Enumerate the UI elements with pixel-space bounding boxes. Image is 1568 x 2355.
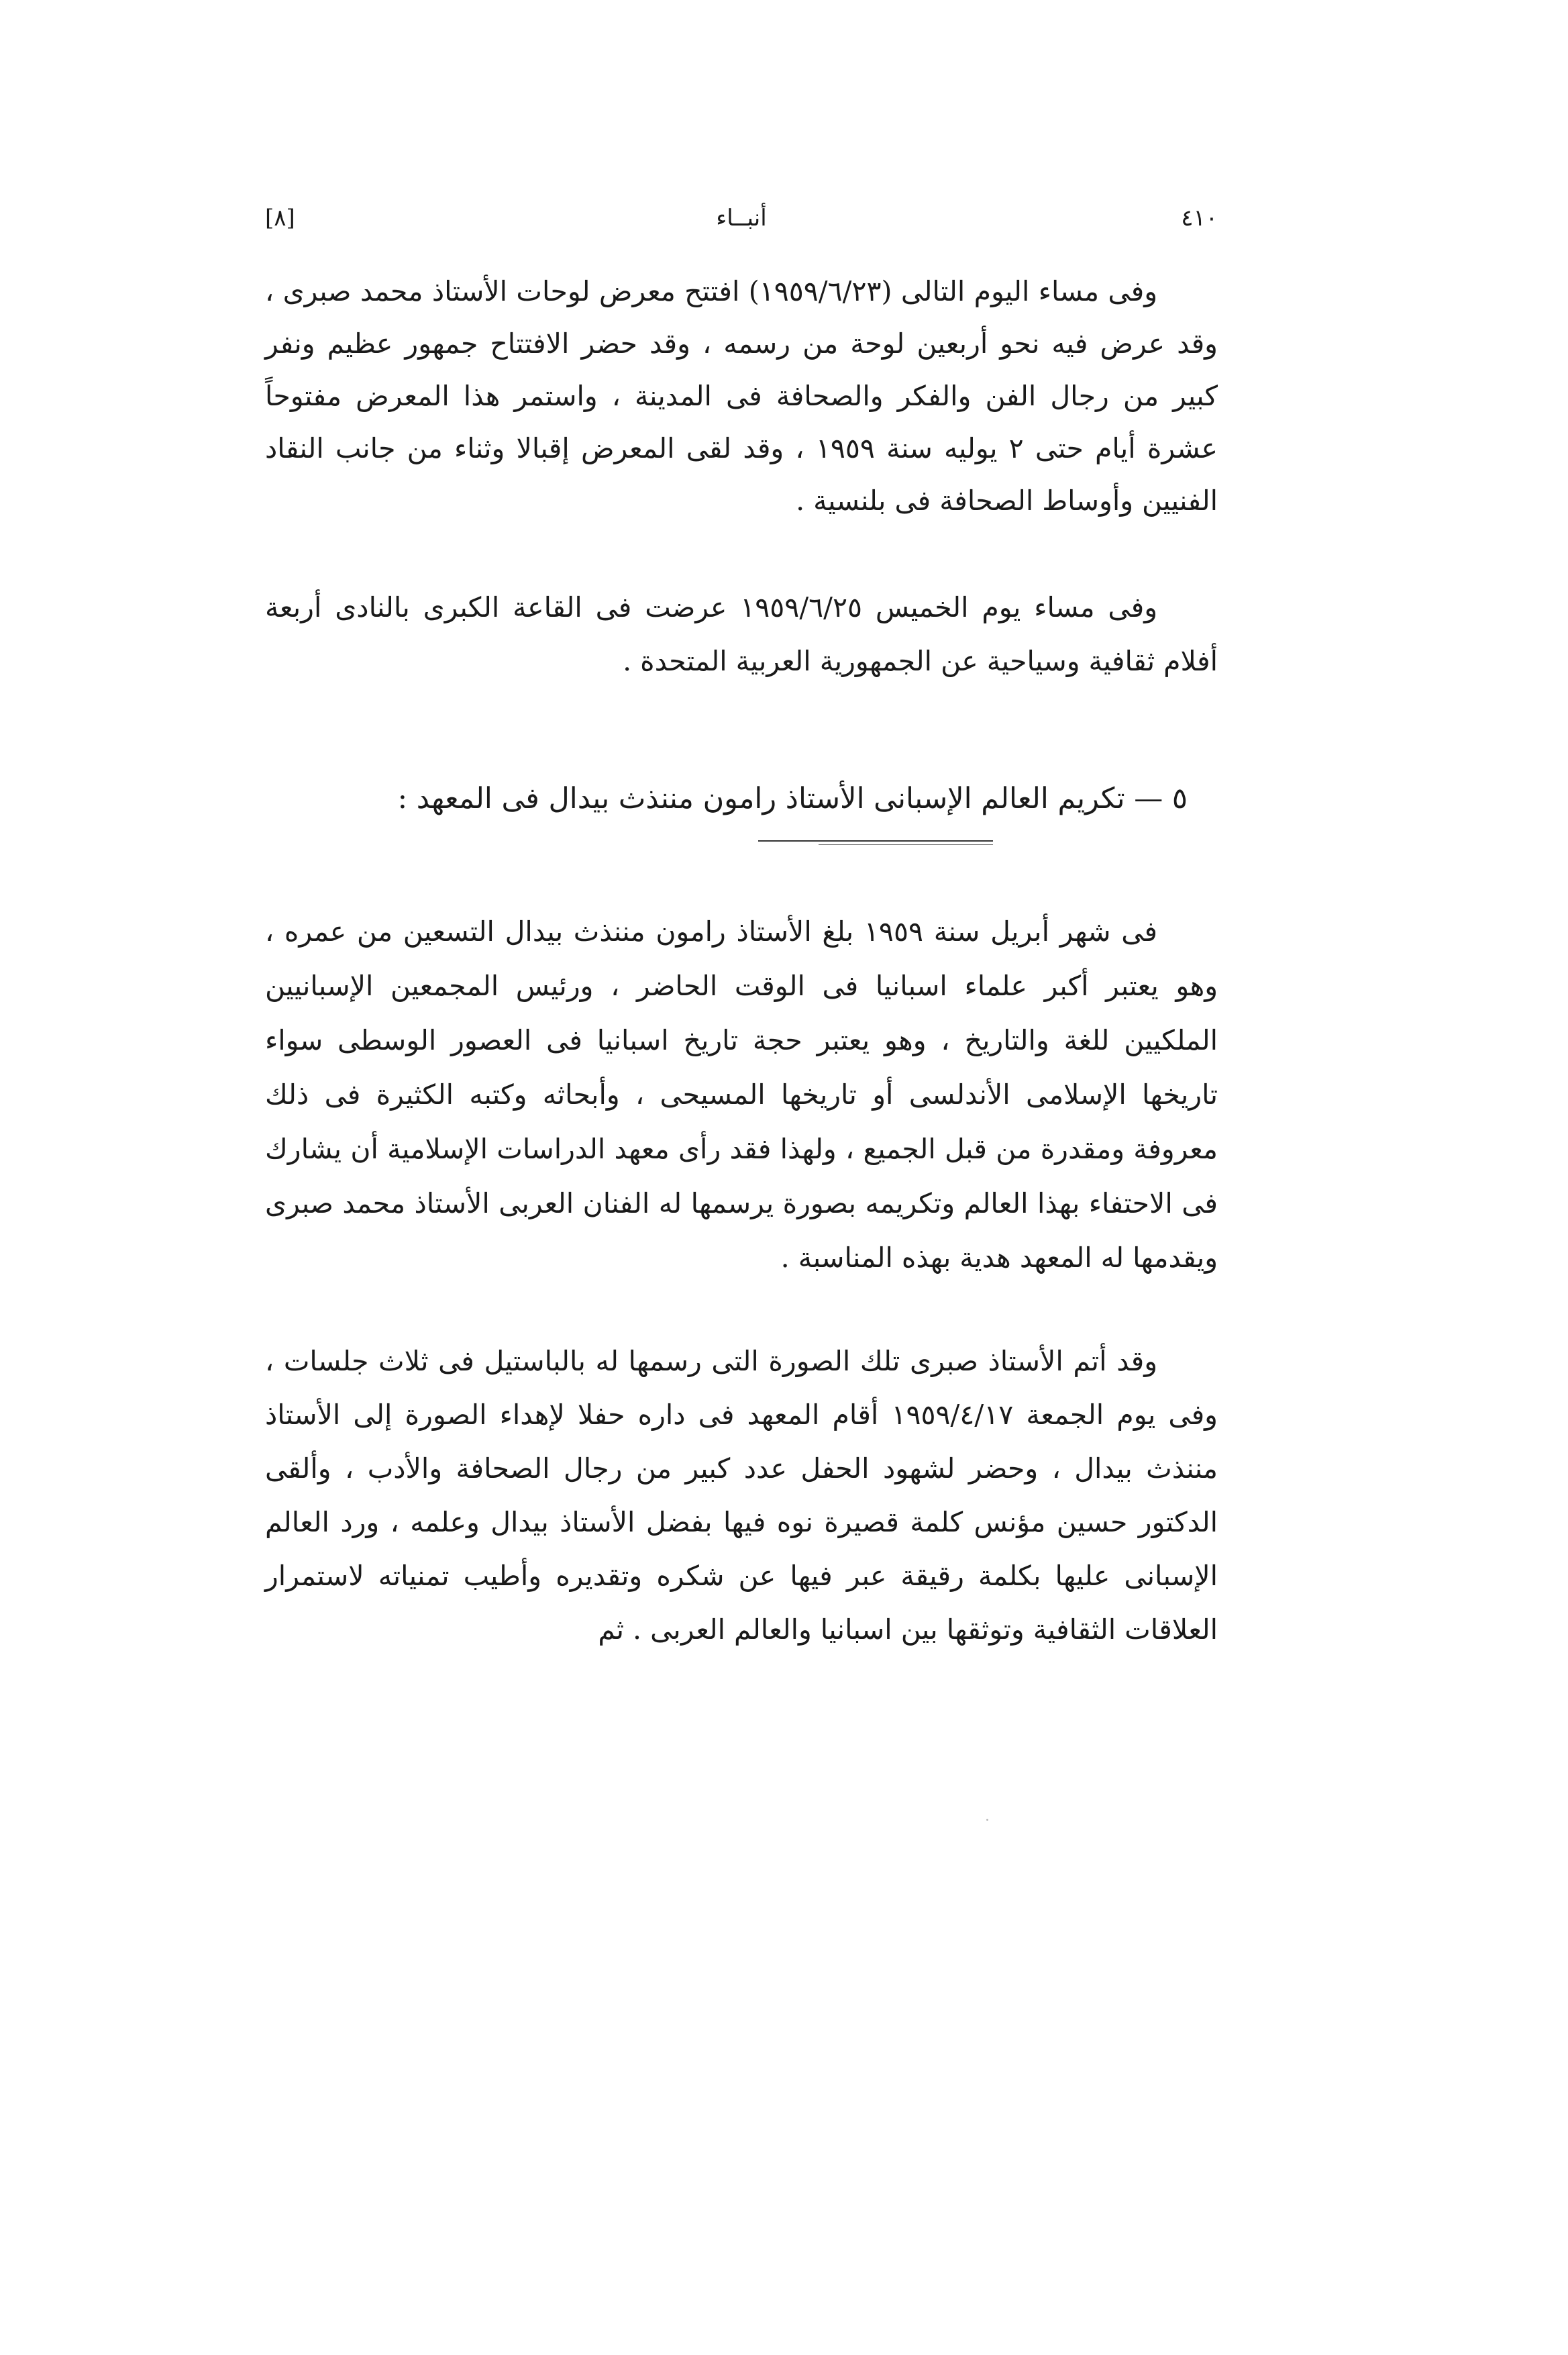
paragraph-text: وفى مساء اليوم التالى (١٩٥٩/٦/٢٣) افتتح معرض لوحات الأستاذ محمد صبرى ، وقد عرض فيه نحو أربعين لوحة من رسمه ، وقد حضر الافتتاح جمهور عظيم ونفر كبير من رجال الفن والفكر والصحافة فى المدينة ، واستمر هذا المعرض مفتوحاً عشرة أيام حتى ٢ يوليه سنة ١٩٥٩ ، وقد لقى المعرض إقبالا وثناء من جانب النقاد الفنيين وأوساط الصحافة فى بلنسية . bbox=[265, 275, 1218, 517]
paragraph-text: وفى مساء يوم الخميس ١٩٥٩/٦/٢٥ عرضت فى القاعة الكبرى بالنادى أربعة أفلام ثقافية وسياحية عن الجمهورية العربية المتحدة . bbox=[265, 591, 1218, 677]
heading-underline bbox=[758, 840, 993, 842]
paragraph-text: فى شهر أبريل سنة ١٩٥٩ بلغ الأستاذ رامون مننذث بيدال التسعين من عمره ، وهو يعتبر أكبر علماء اسبانيا فى الوقت الحاضر ، ورئيس المجمعين الإسبانيين الملكيين للغة والتاريخ ، وهو يعتبر حجة تاريخ اسبانيا فى العصور الوسطى سواء تاريخها الإسلامى الأندلسى أو تاريخها المسيحى ، وأبحاثه وكتبه الكثيرة فى ذلك معروفة ومقدرة من قبل الجميع ، ولهذا فقد رأى معهد الدراسات الإسلامية أن يشارك فى الاحتفاء بهذا العالم وتكريمه بصورة يرسمها له الفنان العربى الأستاذ محمد صبرى ويقدمها له المعهد هدية بهذه المناسبة . bbox=[265, 915, 1218, 1274]
paragraph-text: وقد أتم الأستاذ صبرى تلك الصورة التى رسمها له بالباستيل فى ثلاث جلسات ، وفى يوم الجمعة ١٩٥٩/٤/١٧ أقام المعهد فى داره حفلا لإهداء الصورة إلى الأستاذ مننذث بيدال ، وحضر لشهود الحفل عدد كبير من رجال الصحافة والأدب ، وألقى الدكتور حسين مؤنس كلمة قصيرة نوه فيها بفضل الأستاذ بيدال وعلمه ، ورد العالم الإسبانى عليها بكلمة رقيقة عبر فيها عن شكره وتقديره وأطيب تمنياته لاستمرار العلاقات الثقافية وتوثقها بين اسبانيا والعالم العربى . ثم bbox=[265, 1345, 1218, 1646]
page-header bbox=[265, 195, 1218, 242]
paragraph-portrait-ceremony bbox=[265, 1334, 1218, 1656]
paragraph-pidal-tribute bbox=[265, 905, 1218, 1285]
scan-speck bbox=[986, 1819, 988, 1821]
section-marker: [٨] bbox=[265, 205, 295, 232]
paragraph-exhibition-opening bbox=[265, 265, 1218, 527]
page-number: ٤١٠ bbox=[1181, 205, 1218, 232]
running-title: أنبــاء bbox=[716, 205, 767, 232]
paragraph-film-screening bbox=[265, 581, 1218, 688]
heading-underline-secondary bbox=[819, 844, 993, 845]
section-heading: ٥ — تكريم العالم الإسبانى الأستاذ رامون مننذث بيدال فى المعهد : bbox=[397, 782, 1188, 815]
